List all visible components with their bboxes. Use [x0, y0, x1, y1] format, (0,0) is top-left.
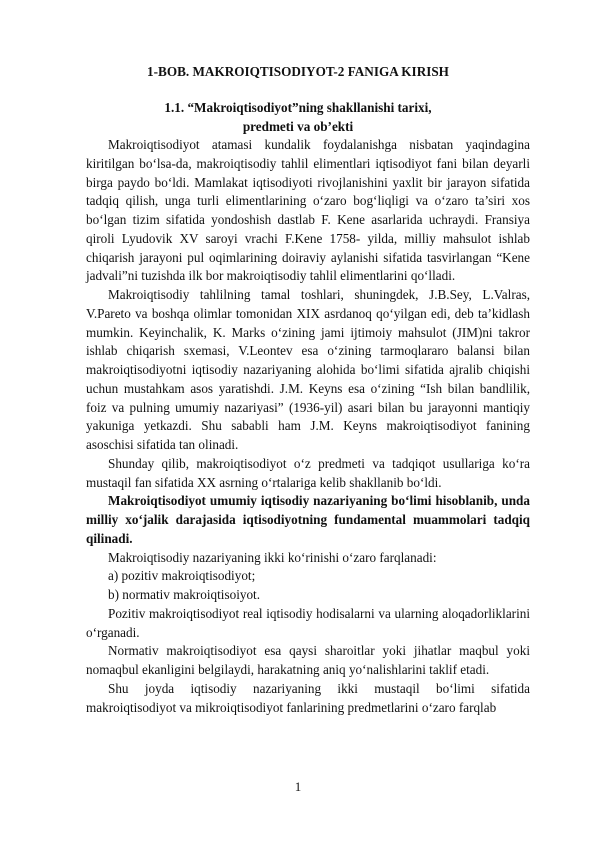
section-title-line-1: 1.1. “Makroiqtisodiyot”ning shakllanishi tarixi, [164, 100, 432, 115]
paragraph-8: Pozitiv makroiqtisodiyot real iqtisodiy hodisalarni va ularning aloqadorliklarini o‘rganadi. [86, 605, 530, 640]
page-number: 1 [294, 779, 302, 794]
section-title-line-2: predmeti va ob’ekti [242, 119, 354, 134]
paragraph-3: Shunday qilib, makroiqtisodiyot o‘z predmeti va tadqiqot usullariga ko‘ra mustaqil fan sifatida XX asrning o‘rtalariga kelib shakllanib bo‘ldi. [86, 455, 530, 490]
chapter-title: 1-BOB. MAKROIQTISODIYOT-2 FANIGA KIRISH [147, 64, 449, 79]
paragraph-10: Shu joyda iqtisodiy nazariyaning ikki mustaqil bo‘limi sifatida makroiqtisodiyot va mikroiqtisodiyot fanlarining predmetlarini o‘zaro farqlab [86, 680, 530, 715]
paragraph-5: Makroiqtisodiy nazariyaning ikki ko‘rinishi o‘zaro farqlanadi: [108, 549, 437, 565]
body-text [86, 136, 530, 717]
paragraph-1: Makroiqtisodiyot atamasi kundalik foydalanishga nisbatan yaqindagina kiritilgan bo‘lsa-da, makroiqtisodiy tahlil elimentlari iqtisodiyot fani bilan deyarli birga paydo bo‘ldi. Mamlakat iqtisodiyoti rivojlanishini yaxlit bir jarayon sifatida tadqiq qilish, unga turli elimentlarining o‘zaro bog‘liqligi va o‘zaro ta’siri xos bo‘lgan tizim sifatida yondoshish dastlab F. Kene asarlarida uchraydi. Fransiya qiroli Lyudovik XV saroyi vrachi F.Kene 1758- yilda, milliy mahsulot ishlab chiqarish jarayoni pul oqimlarining doiraviy aylanishi sifatida tasvirlangan “Kene jadvali”ni tuzishda ilk bor makroiqtisodiy tahlil elimentlarini qo‘lladi. [86, 137, 530, 284]
paragraph-9: Normativ makroiqtisodiyot esa qaysi sharoitlar yoki jihatlar maqbul yoki nomaqbul ekanligini belgilaydi, harakatning aniq yo‘nalishlarini taklif etadi. [86, 643, 530, 677]
list-item-b: b) normativ makroiqtisoiyot. [108, 587, 261, 602]
list-item-a: a) pozitiv makroiqtisodiyot; [108, 568, 256, 584]
paragraph-definition: Makroiqtisodiyot umumiy iqtisodiy nazariyaning bo‘limi hisoblanib, unda milliy xo‘jalik darajasida iqtisodiyotning fundamental muammolari tadqiq qilinadi. [86, 493, 530, 546]
section-title [0, 98, 596, 136]
paragraph-2: Makroiqtisodiy tahlilning tamal toshlari, shuningdek, J.B.Sey, L.Valras, V.Pareto va boshqa olimlar tomonidan XIX asrdanoq qo‘yilgan edi, deb ta’kidlash mumkin. Keyinchalik, K. Marks o‘zining jami ijtimoiy mahsulot (JIM)ni takror ishlab chiqarish sxemasi, V.Leontev esa o‘zining tarmoqlararo balansi bilan makroiqtisodiyotni iqtisodiy nazariyaning alohida bo‘limi sifatida ajralib chiqishi uchun mustahkam asos yaratishdi. J.M. Keyns esa o‘zining “Ish bilan bandlilik, foiz va pulning umumiy nazariyasi” (1936-yil) asari bilan bu jarayonni mantiqiy yakuniga yetkazdi. Shu sababli ham J.M. Keyns makroiqtisodiyot fanining asoschisi sifatida tan olinadi. [86, 287, 530, 452]
